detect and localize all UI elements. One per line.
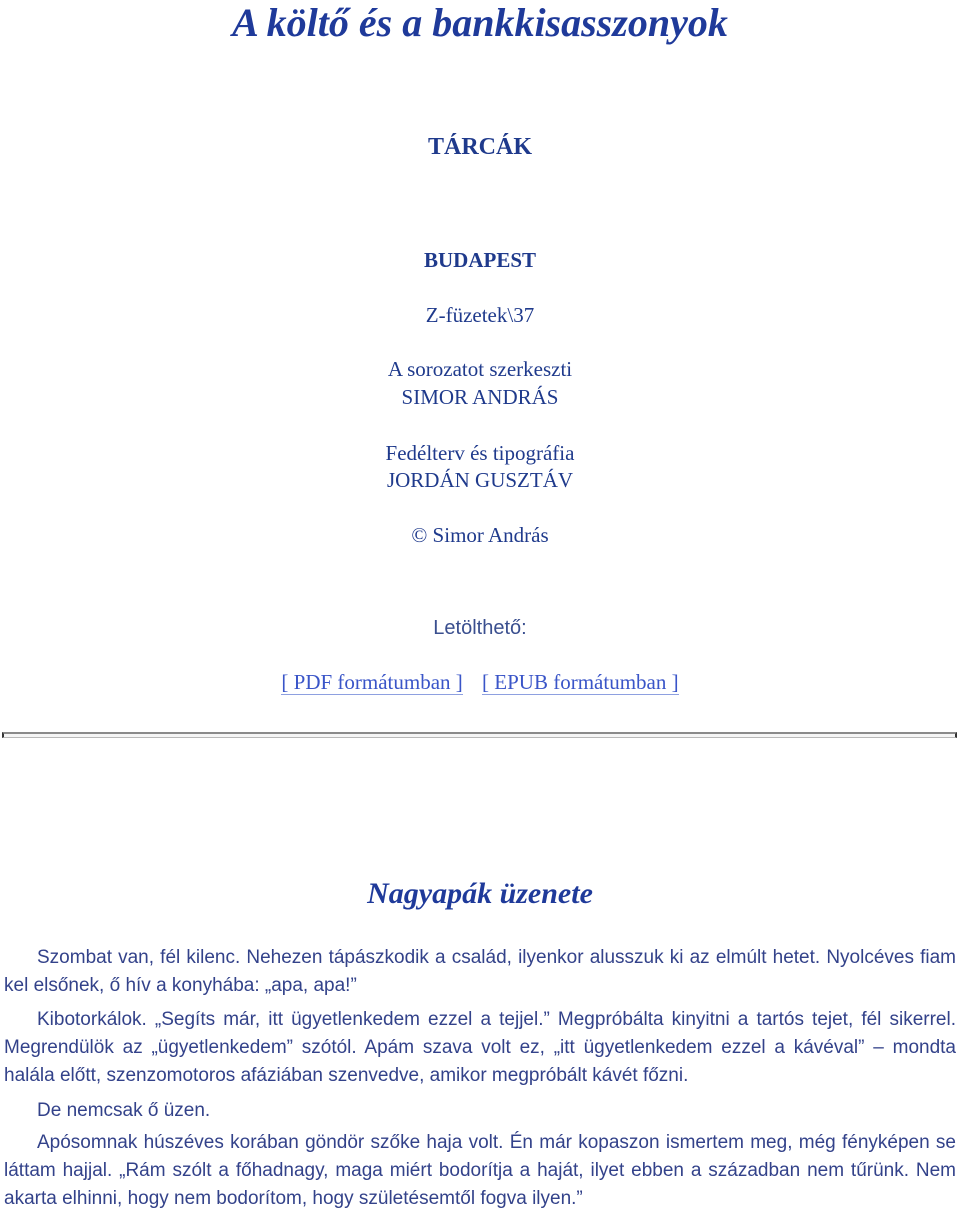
horizontal-divider — [2, 732, 957, 738]
design-label: Fedélterv és tipográfia — [385, 441, 575, 465]
series-label: Z-füzetek\37 — [425, 303, 535, 327]
article-paragraph: Szombat van, fél kilenc. Nehezen tápászkodik a család, ilyenkor alusszuk ki az elmúlt hetet. Nyolcéves fiam kel elsőnek, ő hív a konyhába: „apa, apa!” — [4, 947, 956, 996]
copyright-line: © Simor András — [411, 523, 549, 547]
download-label: Letölthető: — [433, 617, 527, 639]
genre-label: TÁRCÁK — [427, 134, 532, 160]
article-paragraph: De nemcsak ő üzen. — [37, 1100, 211, 1121]
editor-label: A sorozatot szerkeszti — [387, 357, 573, 381]
article-paragraph: Apósomnak húszéves korában göndör szőke haja volt. Én már kopaszon ismertem meg, még fényképen se láttam hajjal. „Rám szólt a főhadnagy, maga miért bodorítja a haját, ilyet ebben a században nem tűrünk. Nem akarta elhinni, hogy nem bodorítom, hogy születésemtől fogva ilyen.” — [4, 1132, 956, 1209]
book-title: A költő és a bankkisasszonyok — [232, 0, 728, 45]
pdf-download-link[interactable]: [ PDF formátumban ] — [281, 670, 463, 694]
epub-download-link[interactable]: [ EPUB formátumban ] — [482, 670, 679, 694]
design-name: JORDÁN GUSZTÁV — [386, 468, 574, 492]
article-paragraph: Kibotorkálok. „Segíts már, itt ügyetlenkedem ezzel a tejjel.” Megpróbálta kinyitni a tartós tejet, fél sikerrel. Megrendülök az „ügyetlenkedem” szótól. Apám szava volt ez, „itt ügyetlenkedem ezzel a kávéval” – mondta halála előtt, szenzomotoros afáziában szenvedve, amikor megpróbált kávét főzni. — [4, 1009, 956, 1086]
download-links — [0, 669, 960, 696]
place-label: BUDAPEST — [423, 248, 537, 272]
editor-name: SIMOR ANDRÁS — [401, 385, 559, 409]
article-title: Nagyapák üzenete — [367, 877, 593, 910]
